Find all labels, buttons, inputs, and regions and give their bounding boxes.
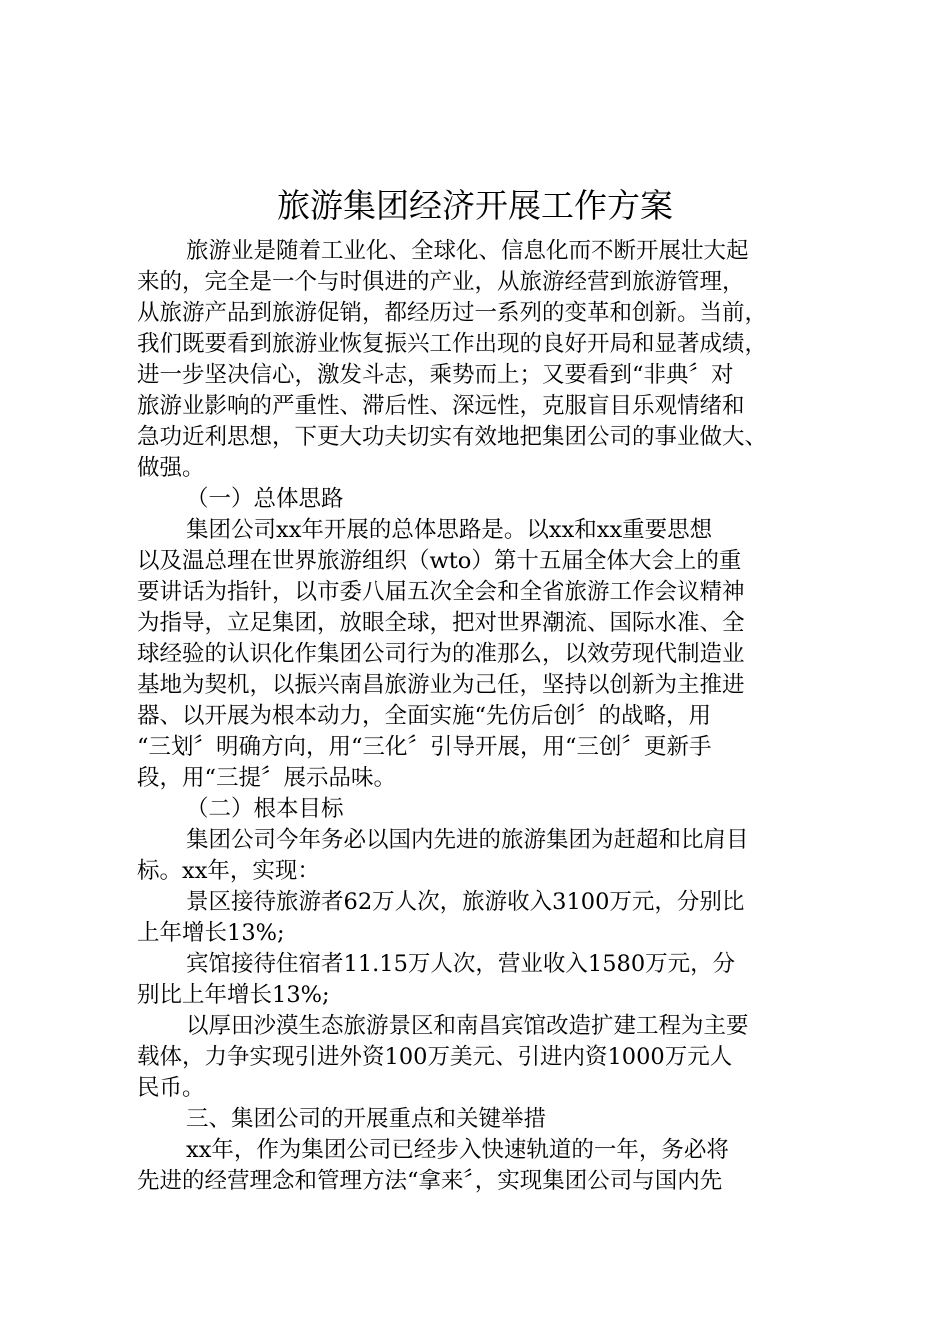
text-line: 三、集团公司的开展重点和关键举措 <box>186 1106 547 1132</box>
text-line: 旅游业影响的严重性、滞后性、深远性，克服盲目乐观情绪和 <box>137 393 745 419</box>
text-line: xx年，作为集团公司已经步入快速轨道的一年，务必将 <box>186 1137 729 1163</box>
text-line: 球经验的认识化作集团公司行为的准那么，以效劳现代制造业 <box>137 641 745 667</box>
text-line: 进一步坚决信心，激发斗志，乘势而上；又要看到“非典〞对 <box>137 362 734 388</box>
text-line: 基地为契机，以振兴南昌旅游业为己任，坚持以创新为主推进 <box>137 672 745 698</box>
text-line: 景区接待旅游者62万人次，旅游收入3100万元，分别比 <box>186 889 745 915</box>
document-title: 旅游集团经济开展工作方案 <box>277 186 673 225</box>
text-line: 以及温总理在世界旅游组织（wto）第十五届全体大会上的重 <box>137 548 742 574</box>
text-line: 器、以开展为根本动力，全面实施“先仿后创〞的战略，用 <box>137 703 712 729</box>
text-line: （一）总体思路 <box>186 486 344 512</box>
text-line: 来的，完全是一个与时俱进的产业，从旅游经营到旅游管理， <box>137 269 745 295</box>
document-body <box>137 236 837 1197</box>
text-line: 载体，力争实现引进外资100万美元、引进内资1000万元人 <box>137 1044 733 1070</box>
text-line: 从旅游产品到旅游促销，都经历过一系列的变革和创新。当前， <box>137 300 768 326</box>
text-line: 宾馆接待住宿者11.15万人次，营业收入1580万元，分 <box>186 951 736 977</box>
text-line: 集团公司今年务必以国内先进的旅游集团为赶超和比肩目 <box>186 827 749 853</box>
text-line: 为指导，立足集团，放眼全球，把对世界潮流、国际水准、全 <box>137 610 745 636</box>
text-line: 集团公司xx年开展的总体思路是。以xx和xx重要思想 <box>186 517 713 543</box>
text-line: 要讲话为指针，以市委八届五次全会和全省旅游工作会议精神 <box>137 579 745 605</box>
text-line: 旅游业是随着工业化、全球化、信息化而不断开展壮大起 <box>186 238 749 264</box>
text-line: 做强。 <box>137 455 205 481</box>
text-line: 急功近利思想，下更大功夫切实有效地把集团公司的事业做大、 <box>137 424 768 450</box>
text-line: 标。xx年，实现： <box>137 858 320 884</box>
text-line: 以厚田沙漠生态旅游景区和南昌宾馆改造扩建工程为主要 <box>186 1013 749 1039</box>
text-line: 别比上年增长13%; <box>137 982 330 1008</box>
text-line: 我们既要看到旅游业恢复振兴工作出现的良好开局和显著成绩， <box>137 331 768 357</box>
text-line: （二）根本目标 <box>186 796 344 822</box>
text-line: 先进的经营理念和管理方法“拿来〞，实现集团公司与国内先 <box>137 1168 723 1194</box>
text-line: 上年增长13%; <box>137 920 285 946</box>
text-line: 段，用“三提〞展示品味。 <box>137 765 397 791</box>
text-line: “三划〞明确方向，用“三化〞引导开展，用“三创〞更新手 <box>137 734 712 760</box>
text-line: 民币。 <box>137 1075 205 1101</box>
